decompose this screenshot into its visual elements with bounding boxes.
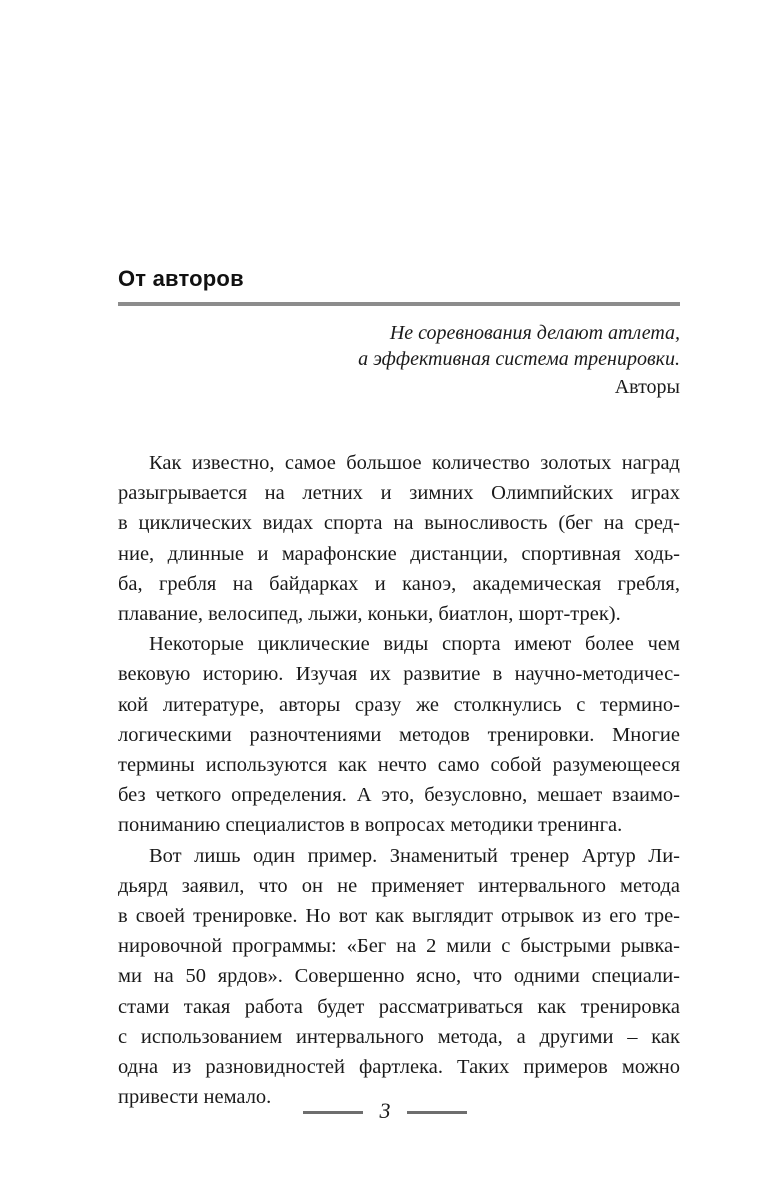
- paragraph-2: [118, 629, 680, 840]
- text-line: Как известно, самое большое количество золотых наград: [149, 452, 680, 474]
- paragraph-3: [118, 841, 680, 1113]
- text-line: одна из разновидностей фартлека. Таких примеров можно: [118, 1056, 680, 1079]
- page-footer: [0, 1098, 768, 1128]
- text-line: стами такая работа будет рассматриваться как тренировка: [118, 995, 680, 1018]
- footer-rule-left: [303, 1111, 363, 1114]
- epigraph-line: а эффективная система тренировки.: [358, 348, 680, 370]
- epigraph: [358, 320, 680, 400]
- text-line: разыгрывается на летних и зимних Олимпийских играх: [118, 482, 680, 505]
- text-line: Вот лишь один пример. Знаменитый тренер Артур Ли-: [149, 844, 680, 867]
- paragraph-1: [118, 448, 680, 629]
- text-line: пониманию специалистов в вопросах методики тренинга.: [118, 814, 623, 837]
- text-line: Некоторые циклические виды спорта имеют более чем: [149, 633, 680, 656]
- text-line: нировочной программы: «Бег на 2 мили с быстрыми рывка-: [118, 935, 680, 958]
- text-line: термины используются как нечто само собой разумеющееся: [118, 754, 680, 777]
- text-line: вековую историю. Изучая их развитие в научно-методичес-: [118, 663, 680, 686]
- text-line: логическими разночтениями методов тренировки. Многие: [118, 723, 680, 746]
- section-heading: От авторов: [118, 266, 244, 291]
- text-line: ние, длинные и марафонские дистанции, спортивная ходь-: [118, 542, 680, 565]
- text-line: в своей тренировке. Но вот как выглядит отрывок из его тре-: [118, 905, 680, 928]
- text-line: привести немало.: [118, 1086, 272, 1109]
- text-line: кой литературе, авторы сразу же столкнулись с термино-: [118, 693, 680, 716]
- footer-rule-right: [407, 1111, 467, 1114]
- text-line: ба, гребля на байдарках и каноэ, академическая гребля,: [118, 572, 680, 595]
- body-text: [118, 448, 680, 1112]
- text-line: дьярд заявил, что он не применяет интервального метода: [118, 874, 680, 897]
- text-line: плавание, велосипед, лыжи, коньки, биатлон, шорт-трек).: [118, 603, 621, 626]
- epigraph-line: Не соревнования делают атлета,: [389, 322, 680, 344]
- text-line: ми на 50 ярдов». Совершенно ясно, что одними специали-: [118, 965, 680, 988]
- text-line: без четкого определения. А это, безусловно, мешает взаимо-: [118, 784, 680, 807]
- page-number: 3: [379, 1098, 391, 1123]
- text-line: с использованием интервального метода, а другими – как: [118, 1025, 680, 1048]
- text-line: в циклических видах спорта на выносливость (бег на сред-: [118, 512, 680, 535]
- heading-underline: [118, 302, 680, 306]
- epigraph-author: Авторы: [614, 376, 680, 398]
